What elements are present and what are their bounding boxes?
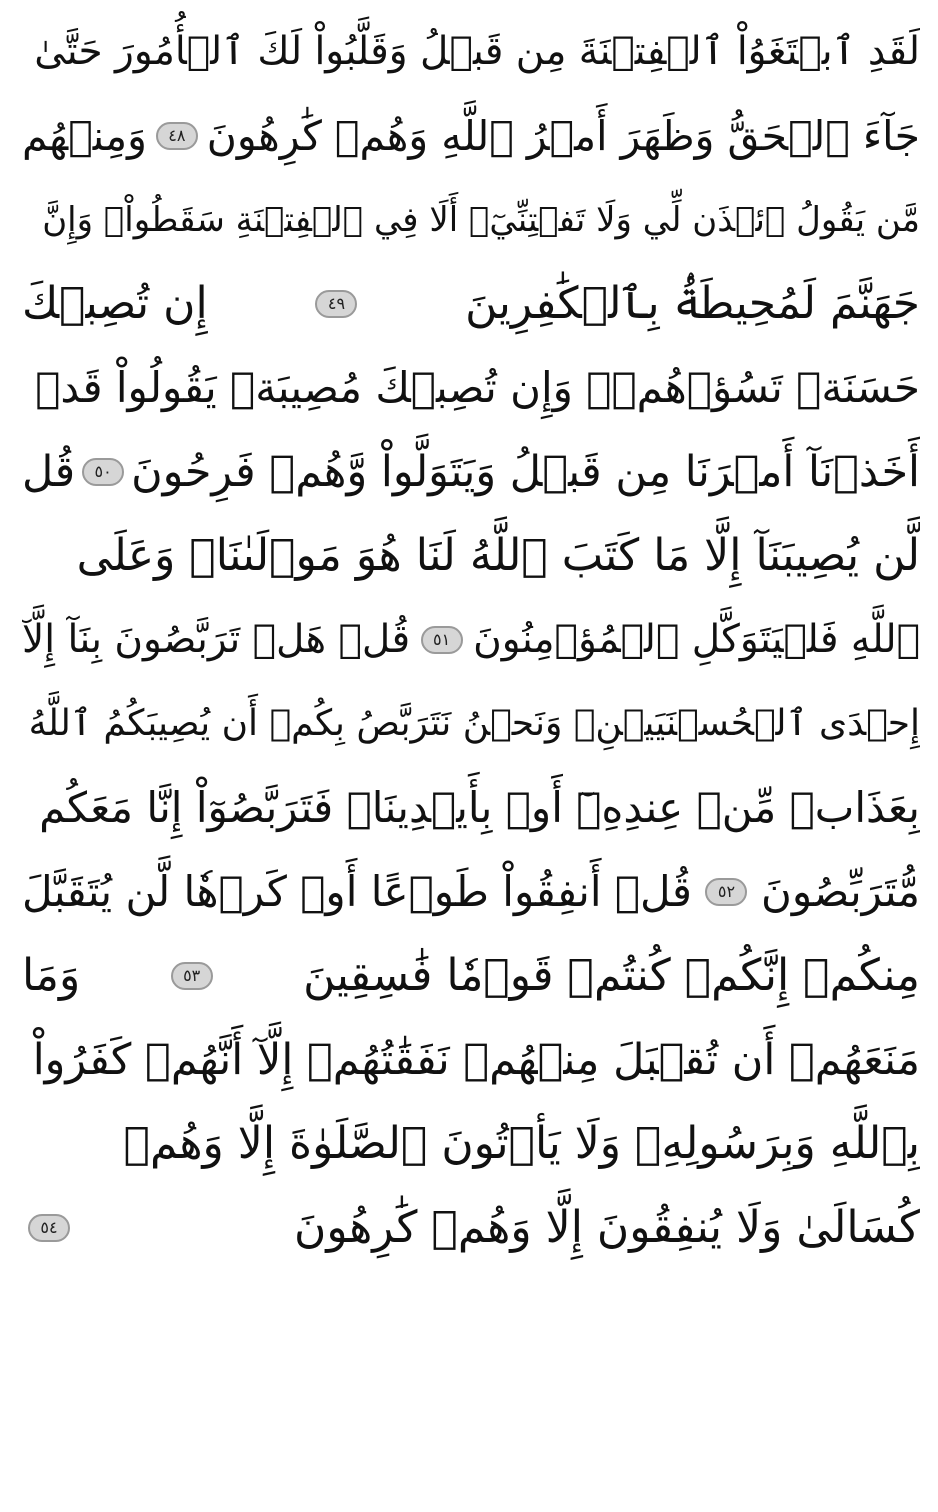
verse-text: لَقَدِ ٱبۡتَغَوُاْ ٱلۡفِتۡنَةَ مِن قَبۡلُ وَقَلَّبُواْ لَكَ ٱلۡأُمُورَ حَتَّىٰ xyxy=(34,29,920,74)
verse-text: جَآءَ ٱلۡحَقُّ وَظَهَرَ أَمۡرُ ٱللَّهِ وَهُمۡ كَٰرِهُونَ xyxy=(206,112,920,160)
text-line xyxy=(22,850,920,934)
text-line xyxy=(22,598,920,682)
verse-text: وَمَا xyxy=(22,950,81,1001)
verse-text: جَهَنَّمَ لَمُحِيطَةُۢ بِٱلۡكَٰفِرِينَ xyxy=(465,278,920,329)
verse-text: وَمِنۡهُم xyxy=(22,112,147,160)
text-line xyxy=(22,934,920,1018)
text-line xyxy=(22,94,920,178)
verse-number-marker xyxy=(82,458,124,486)
verse-text: كُسَالَىٰ وَلَا يُنفِقُونَ إِلَّا وَهُمۡ كَٰرِهُونَ xyxy=(294,1202,920,1253)
text-line xyxy=(22,10,920,94)
verse-number-marker xyxy=(156,122,198,150)
text-line xyxy=(22,1018,920,1102)
text-line xyxy=(22,1102,920,1186)
verse-number-marker xyxy=(315,290,357,318)
verse-number: ٥٠ xyxy=(94,462,112,481)
verse-text: قُلۡ أَنفِقُواْ طَوۡعًا أَوۡ كَرۡهٗا لَّن يُتَقَبَّلَ xyxy=(22,867,692,916)
verse-text: بِٱللَّهِ وَبِرَسُولِهِۦ وَلَا يَأۡتُونَ ٱلصَّلَوٰةَ إِلَّا وَهُمۡ xyxy=(123,1118,920,1169)
verse-text: مُّتَرَبِّصُونَ xyxy=(761,867,920,916)
verse-number: ٤٩ xyxy=(327,294,346,313)
text-line xyxy=(22,430,920,514)
verse-text: ٱللَّهِ فَلۡيَتَوَكَّلِ ٱلۡمُؤۡمِنُونَ xyxy=(473,617,920,662)
text-line xyxy=(22,346,920,430)
verse-number: ٥٢ xyxy=(717,882,736,901)
text-line xyxy=(22,262,920,346)
verse-text: أَخَذۡنَآ أَمۡرَنَا مِن قَبۡلُ وَيَتَوَلَّواْ وَّهُمۡ فَرِحُونَ xyxy=(131,447,920,497)
text-line xyxy=(22,1186,920,1270)
verse-text: إِحۡدَى ٱلۡحُسۡنَيَيۡنِۖ وَنَحۡنُ نَتَرَبَّصُ بِكُمۡ أَن يُصِيبَكُمُ ٱللَّهُ xyxy=(28,703,920,744)
verse-text: إِن تُصِبۡكَ xyxy=(22,278,208,329)
verse-text: مَنَعَهُمۡ أَن تُقۡبَلَ مِنۡهُمۡ نَفَقَٰتُهُمۡ إِلَّآ أَنَّهُمۡ كَفَرُواْ xyxy=(32,1035,920,1085)
verse-number: ٤٨ xyxy=(168,126,186,145)
verse-number-marker xyxy=(28,1214,70,1242)
verse-number: ٥١ xyxy=(433,630,451,649)
verse-number: ٥٣ xyxy=(183,966,201,985)
text-line xyxy=(22,766,920,850)
verse-text: قُل xyxy=(22,447,76,497)
verse-number: ٥٤ xyxy=(40,1218,58,1237)
verse-text: بِعَذَابٖ مِّنۡ عِندِهِۦٓ أَوۡ بِأَيۡدِينَاۖ فَتَرَبَّصُوٓاْ إِنَّا مَعَكُم xyxy=(39,783,920,832)
verse-text: قُلۡ هَلۡ تَرَبَّصُونَ بِنَآ إِلَّآ xyxy=(22,617,411,662)
verse-text: حَسَنَةٞ تَسُؤۡهُمۡۖ وَإِن تُصِبۡكَ مُصِيبَةٞ يَقُولُواْ قَدۡ xyxy=(35,363,920,412)
verse-number-marker xyxy=(171,962,213,990)
text-line xyxy=(22,682,920,766)
verse-text: مَّن يَقُولُ ٱئۡذَن لِّي وَلَا تَفۡتِنِّيٓۚ أَلَا فِي ٱلۡفِتۡنَةِ سَقَطُواْۗ وَإِنَّ xyxy=(42,200,920,240)
verse-number-marker xyxy=(421,626,463,654)
text-line xyxy=(22,514,920,598)
text-line xyxy=(22,178,920,262)
verse-text: لَّن يُصِيبَنَآ إِلَّا مَا كَتَبَ ٱللَّهُ لَنَا هُوَ مَوۡلَىٰنَاۚ وَعَلَى xyxy=(76,530,920,581)
verse-number-marker xyxy=(705,878,747,906)
verse-text: مِنكُمۡ إِنَّكُمۡ كُنتُمۡ قَوۡمٗا فَٰسِقِينَ xyxy=(303,950,920,1001)
